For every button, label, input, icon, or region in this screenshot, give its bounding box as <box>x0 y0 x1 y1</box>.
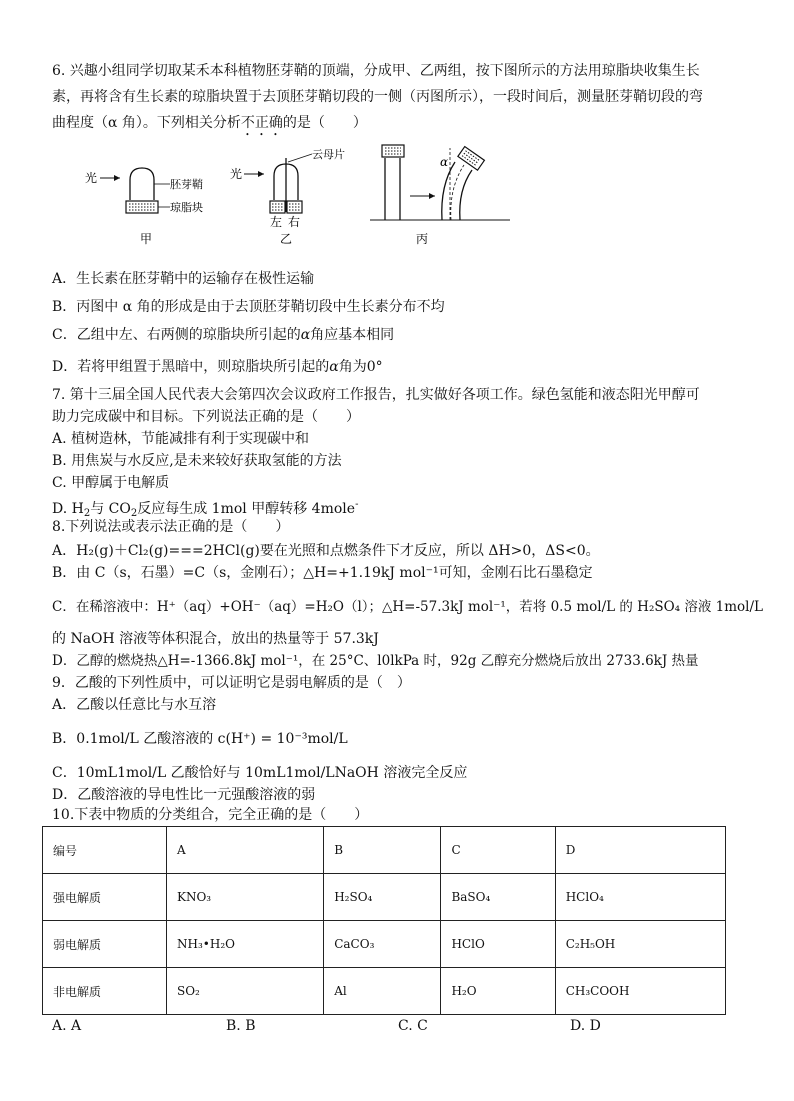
q6-stem-line-3: 曲程度（α 角）。下列相关分析不正确的是（ ） <box>52 115 367 131</box>
q10-answer-b: B. B <box>226 1018 256 1034</box>
table-cell: HClO <box>441 921 555 968</box>
q8-option-c-line-1: C．在稀溶液中：H⁺（aq）+OH⁻（aq）=H₂O（l）；△H=-57.3kJ mol⁻¹，若将 0.5 mol/L 的 H₂SO₄ 溶液 1mol/L <box>52 599 764 615</box>
q10-answer-d: D. D <box>570 1018 601 1034</box>
q10-stem: 10.下表中物质的分类组合，完全正确的是（ ） <box>52 807 369 823</box>
table-cell: 非电解质 <box>43 968 167 1015</box>
q9-option-a: A．乙酸以任意比与水互溶 <box>52 697 217 713</box>
table-header-cell: A <box>167 827 324 874</box>
decapitated-coleoptile-straight <box>385 158 400 220</box>
q8-stem: 8.下列说法或表示法正确的是（ ） <box>52 519 290 535</box>
q6-option-c: C．乙组中左、右两侧的琼脂块所引起的α角应基本相同 <box>52 327 395 343</box>
table-cell: Al <box>324 968 441 1015</box>
q9-option-b: B．0.1mol/L 乙酸溶液的 c(H⁺) = 10⁻³mol/L <box>52 731 348 747</box>
caption-bing: 丙 <box>416 232 429 246</box>
q10-answer-a: A. A <box>52 1018 82 1034</box>
q8-option-d: D．乙醇的燃烧热△H=-1366.8kJ mol⁻¹，在 25°C、l0lkPa 时，92g 乙醇充分燃烧后放出 2733.6kJ 热量 <box>52 653 699 669</box>
table-cell: H₂O <box>441 968 555 1015</box>
alpha-angle-label: α <box>440 155 449 169</box>
q6-option-a: A．生长素在胚芽鞘中的运输存在极性运输 <box>52 271 315 287</box>
table-cell: H₂SO₄ <box>324 874 441 921</box>
table-cell: C₂H₅OH <box>555 921 725 968</box>
q7-stem-line-2: 助力完成碳中和目标。下列说法正确的是（ ） <box>52 409 360 425</box>
q7-option-c: C. 甲醇属于电解质 <box>52 475 170 491</box>
table-cell: CaCO₃ <box>324 921 441 968</box>
q7-option-d: D. $H_2$与 $CO_2$反应每生成 1mol 甲醇转移 4mole- <box>52 499 359 519</box>
q6-stem-line-2: 素，再将含有生长素的琼脂块置于去顶胚芽鞘切段的一侧（丙图所示），一段时间后，测量胚芽鞘切段的弯 <box>52 89 703 105</box>
q8-option-b: B．由 C（s，石墨）=C（s，金刚石）；△H=+1.19kJ mol⁻¹可知，金刚石比石墨稳定 <box>52 565 593 581</box>
table-cell: CH₃COOH <box>555 968 725 1015</box>
q6-option-d: D．若将甲组置于黑暗中，则琼脂块所引起的α角为0° <box>52 359 383 375</box>
caption-jia: 甲 <box>140 232 153 246</box>
table-cell: 弱电解质 <box>43 921 167 968</box>
table-cell: BaSO₄ <box>441 874 555 921</box>
light-label-yi: 光 <box>230 167 243 181</box>
decapitated-coleoptile-bent <box>442 162 472 220</box>
label-mica: 云母片 <box>312 148 345 161</box>
table-cell: HClO₄ <box>555 874 725 921</box>
q7-option-b: B. 用焦炭与水反应,是未来较好获取氢能的方法 <box>52 453 342 469</box>
classification-table <box>42 826 726 1015</box>
table-cell: SO₂ <box>167 968 324 1015</box>
q6-option-b: B．丙图中 α 角的形成是由于去顶胚芽鞘切段中生长素分布不均 <box>52 299 445 315</box>
light-label-jia: 光 <box>85 171 98 185</box>
q9-stem: 9．乙酸的下列性质中，可以证明它是弱电解质的是（ ） <box>52 675 411 691</box>
table-header-cell: D <box>555 827 725 874</box>
coleoptile-tip-jia <box>130 168 154 200</box>
label-right: 右 <box>288 215 301 229</box>
table-header-cell: C <box>441 827 555 874</box>
table-row <box>43 874 726 921</box>
q9-option-c: C．10mL1mol/L 乙酸恰好与 10mL1mol/LNaOH 溶液完全反应 <box>52 765 468 781</box>
q6-stem-line-1: 6. 兴趣小组同学切取某禾本科植物胚芽鞘的顶端，分成甲、乙两组，按下图所示的方法用琼脂块收集生长 <box>52 63 700 79</box>
table-row <box>43 968 726 1015</box>
emphasis-not-correct: 不正确 <box>240 115 283 131</box>
label-left: 左 <box>270 215 283 229</box>
caption-yi: 乙 <box>280 232 293 246</box>
q7-stem-line-1: 7. 第十三届全国人民代表大会第四次会议政府工作报告，扎实做好各项工作。绿色氢能和液态阳光甲醇可 <box>52 387 700 403</box>
q8-option-a: A．H₂(g)＋Cl₂(g)===2HCl(g)要在光照和点燃条件下才反应，所以 ΔH>0，ΔS<0。 <box>52 543 600 559</box>
table-cell: 强电解质 <box>43 874 167 921</box>
q8-option-c-line-2: 的 NaOH 溶液等体积混合，放出的热量等于 57.3kJ <box>52 631 379 647</box>
table-header-cell: B <box>324 827 441 874</box>
q10-answer-c: C. C <box>398 1018 428 1034</box>
q9-option-d: D．乙酸溶液的导电性比一元强酸溶液的弱 <box>52 787 316 803</box>
label-coleoptile: 胚芽鞘 <box>170 178 203 191</box>
table-header-cell: 编号 <box>43 827 167 874</box>
table-row <box>43 921 726 968</box>
table-cell: NH₃•H₂O <box>167 921 324 968</box>
label-agar: 琼脂块 <box>170 201 203 214</box>
question-6-stem <box>52 58 752 139</box>
q7-option-a: A. 植树造林，节能减排有利于实现碳中和 <box>52 431 310 447</box>
table-header-row <box>43 827 726 874</box>
table-cell: KNO₃ <box>167 874 324 921</box>
q6-figure <box>80 140 510 250</box>
